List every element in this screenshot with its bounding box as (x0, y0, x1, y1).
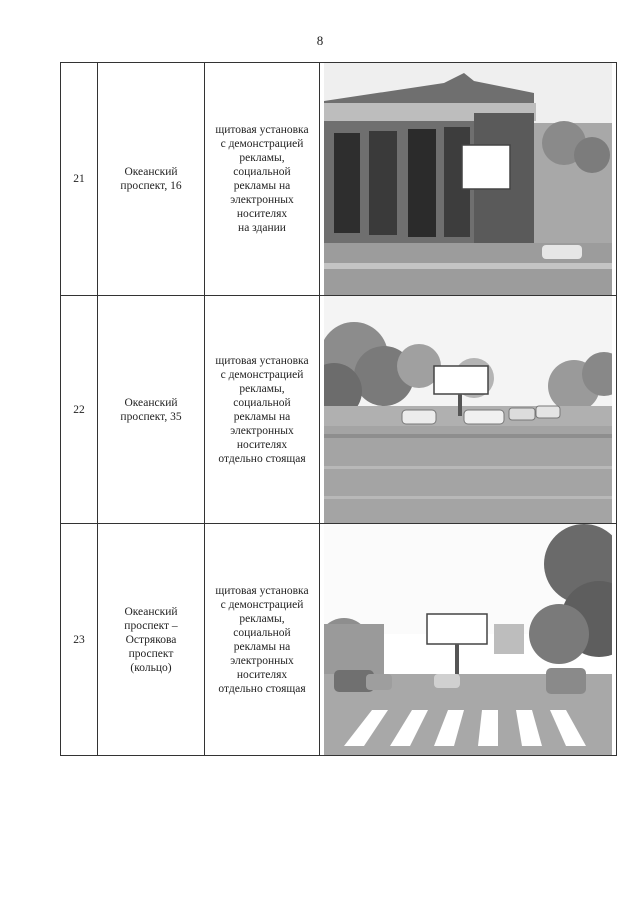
row-photo (320, 524, 617, 756)
row-address (98, 524, 205, 756)
building-billboard-photo (324, 63, 612, 295)
address-text: Океанский проспект, 16 (120, 166, 182, 192)
type-text: щитовая установка с демонстрацией рекламы, социальной рекламы на электронных носителях отдельно стоящая (215, 584, 309, 695)
row-number: 23 (61, 524, 98, 756)
table-row (61, 63, 617, 296)
type-text: щитовая установка с демонстрацией рекламы, социальной рекламы на электронных носителях на здании (215, 124, 309, 234)
billboard-registry-table (60, 62, 617, 756)
type-text: щитовая установка с демонстрацией рекламы, социальной рекламы на электронных носителях отдельно стоящая (215, 354, 309, 465)
page-number: 8 (316, 33, 324, 48)
row-type (205, 524, 320, 756)
row-photo (320, 63, 617, 296)
roadside-billboard-photo (324, 296, 612, 523)
row-address (98, 296, 205, 524)
row-type (205, 63, 320, 296)
address-text: Океанский проспект, 35 (120, 396, 182, 423)
row-number: 21 (61, 63, 98, 296)
row-address (98, 63, 205, 296)
table-row (61, 296, 617, 524)
table-row (61, 524, 617, 756)
address-text: Океанский проспект – Острякова проспект (кольцо) (124, 605, 178, 674)
row-number: 22 (61, 296, 98, 524)
intersection-billboard-photo (324, 524, 612, 755)
row-photo (320, 296, 617, 524)
row-type (205, 296, 320, 524)
